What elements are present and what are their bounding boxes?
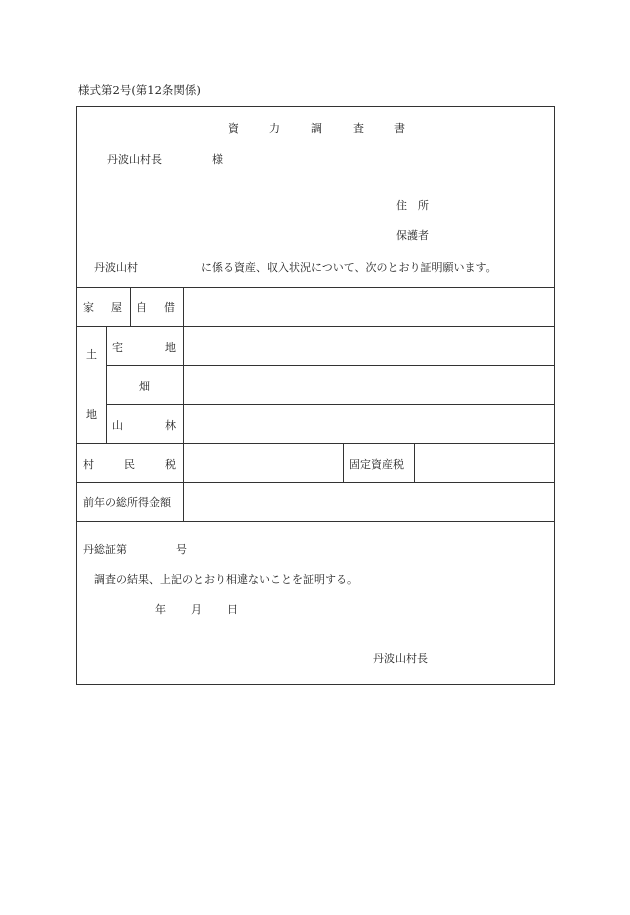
land-label-char-2: 地 xyxy=(86,408,97,421)
address-label: 住 所 xyxy=(396,199,429,212)
certificate-year: 年 xyxy=(155,603,166,616)
divider-tax-mid xyxy=(343,443,344,482)
village-tax-char-2: 民 xyxy=(124,458,135,471)
title-char-3: 調 xyxy=(311,122,322,135)
village-tax-char-1: 村 xyxy=(83,458,94,471)
divider-fixed-tax xyxy=(414,443,415,482)
house-sub-char-2: 借 xyxy=(164,301,175,314)
certificate-month: 月 xyxy=(191,603,202,616)
certificate-day: 日 xyxy=(227,603,238,616)
divider-field-top xyxy=(106,365,554,366)
income-label: 前年の総所得金額 xyxy=(83,496,171,509)
guardian-label: 保護者 xyxy=(396,229,429,242)
certificate-issuer: 丹波山村長 xyxy=(373,652,428,665)
form-number-label: 様式第2号(第12条関係) xyxy=(78,83,201,97)
divider-land-top xyxy=(77,326,554,327)
land-forest-char-1: 山 xyxy=(112,419,123,432)
divider-house-top xyxy=(77,287,554,288)
request-text: に係る資産、収入状況について、次のとおり証明願います。 xyxy=(201,261,497,274)
house-label-char-1: 家 xyxy=(83,301,94,314)
certificate-number-suffix: 号 xyxy=(176,543,187,556)
addressee: 丹波山村長 xyxy=(107,153,162,166)
divider-forest-top xyxy=(106,404,554,405)
divider-house-mid xyxy=(130,287,131,326)
request-village: 丹波山村 xyxy=(94,261,138,274)
title-char-1: 資 xyxy=(228,122,239,135)
honorific: 様 xyxy=(212,153,223,166)
land-label-char-1: 土 xyxy=(86,348,97,361)
land-field-label: 畑 xyxy=(139,380,150,393)
investigation-form xyxy=(76,106,555,685)
house-label-char-2: 屋 xyxy=(111,301,122,314)
divider-tax-top xyxy=(77,443,554,444)
land-residential-char-1: 宅 xyxy=(112,341,123,354)
divider-certificate-top xyxy=(77,521,554,522)
divider-income-top xyxy=(77,482,554,483)
land-residential-char-2: 地 xyxy=(165,341,176,354)
certificate-statement: 調査の結果、上記のとおり相違ないことを証明する。 xyxy=(94,573,358,586)
title-char-2: 力 xyxy=(269,122,280,135)
title-char-4: 査 xyxy=(353,122,364,135)
village-tax-char-3: 税 xyxy=(165,458,176,471)
title-char-5: 書 xyxy=(394,122,405,135)
certificate-number-prefix: 丹総証第 xyxy=(83,543,127,556)
land-forest-char-2: 林 xyxy=(165,419,176,432)
house-sub-char-1: 自 xyxy=(136,301,147,314)
divider-label-column xyxy=(183,287,184,521)
divider-land-column xyxy=(106,326,107,443)
fixed-asset-tax-label: 固定資産税 xyxy=(349,458,404,471)
